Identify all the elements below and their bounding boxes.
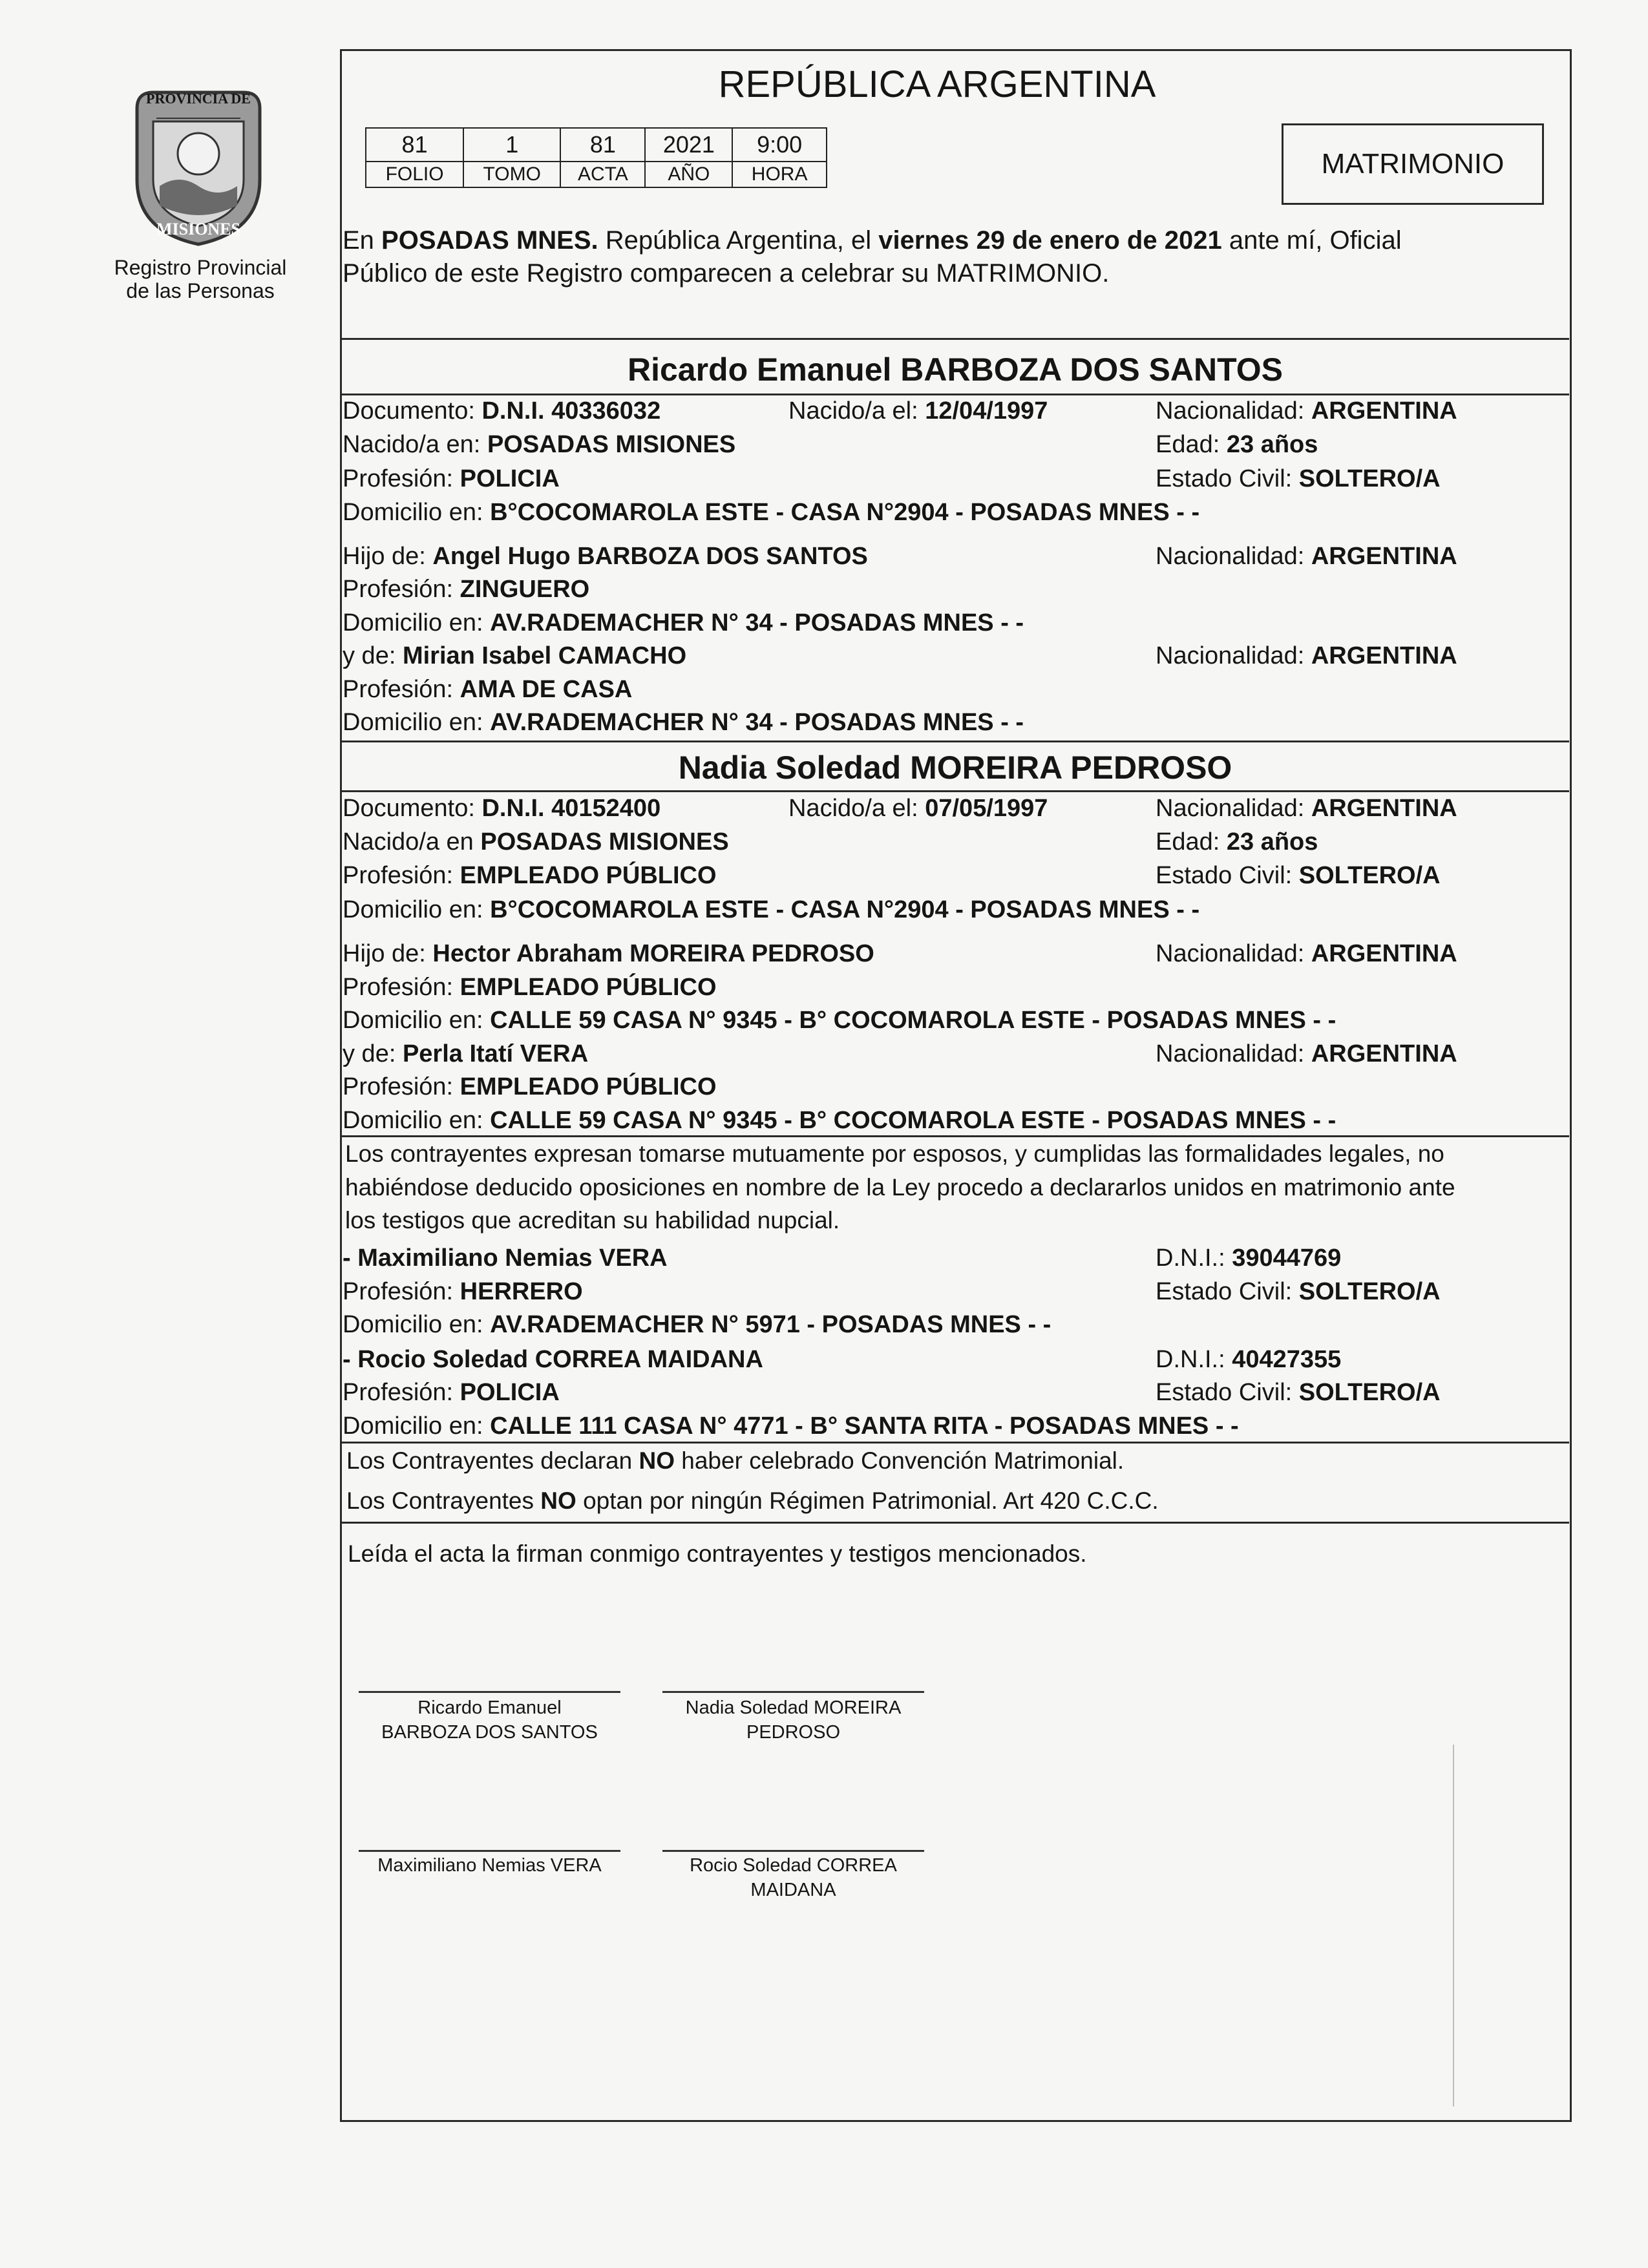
spouse1-profession — [343, 464, 560, 494]
signature-witness2 — [662, 1853, 924, 1902]
spouse1-father — [343, 541, 868, 571]
signature-line — [662, 1850, 924, 1852]
spouse2-profession-value: EMPLEADO PÚBLICO — [460, 862, 717, 889]
witness2-name: - Rocio Soledad CORREA MAIDANA — [343, 1346, 763, 1373]
declaration-line-1: Los contrayentes expresan tomarse mutuamente por esposos, y cumplidas las formalidades legales, no — [345, 1140, 1444, 1167]
spouse2-address-value: B°COCOMAROLA ESTE - CASA N°2904 - POSADAS MNES - - — [490, 896, 1200, 923]
spouse2-father-profession-value: EMPLEADO PÚBLICO — [460, 974, 717, 1001]
spouse1-birthplace — [343, 430, 735, 459]
domicilio-label: Domicilio en: — [343, 499, 483, 526]
divider — [341, 1135, 1569, 1137]
spouse2-mother-nationality-value: ARGENTINA — [1311, 1040, 1457, 1067]
spouse1-mother-address — [343, 708, 1024, 737]
witness1-dni — [1156, 1243, 1341, 1273]
spouse2-father-profession — [343, 972, 717, 1002]
y-de-label: y de: — [343, 1040, 396, 1067]
registry-label-1: Registro Provincial — [114, 256, 287, 279]
registry-table — [365, 127, 827, 188]
spouse1-civil-status — [1156, 464, 1441, 494]
spouse1-father-profession-value: ZINGUERO — [460, 576, 590, 603]
convention-text: Los Contrayentes declaran — [346, 1447, 639, 1474]
spouse2-mother-address-value: CALLE 59 CASA N° 9345 - B° COCOMAROLA ESTE - POSADAS MNES - - — [490, 1107, 1336, 1134]
spouse1-profession-value: POLICIA — [460, 465, 560, 492]
spouse1-father-nationality-value: ARGENTINA — [1311, 543, 1457, 570]
spouse1-nationality — [1156, 396, 1457, 426]
acta-label: ACTA — [560, 162, 645, 187]
estado-civil-label: Estado Civil: — [1156, 1379, 1293, 1406]
folio-label: FOLIO — [366, 162, 463, 187]
signature-spouse1 — [359, 1696, 620, 1745]
intro-line-2: Público de este Registro comparecen a celebrar su MATRIMONIO. — [343, 259, 1110, 288]
documento-label: Documento: — [343, 795, 475, 822]
spouse2-mother-profession — [343, 1072, 717, 1102]
witness2-profession — [343, 1378, 560, 1407]
intro-text-2: República Argentina, el — [598, 226, 879, 255]
y-de-label: y de: — [343, 642, 396, 669]
spouse2-document — [343, 793, 660, 823]
spouse2-birthdate — [788, 793, 1048, 823]
divider — [341, 1522, 1569, 1524]
convention-line-2 — [346, 1486, 1159, 1516]
witness1-profession — [343, 1277, 583, 1307]
signature-name-line: Rocio Soledad CORREA — [690, 1855, 897, 1876]
spouse2-age-value: 23 años — [1226, 828, 1318, 856]
folio-value: 81 — [366, 128, 463, 162]
ano-value: 2021 — [645, 128, 732, 162]
spouse1-father-profession — [343, 574, 589, 604]
domicilio-label: Domicilio en: — [343, 1311, 483, 1338]
spouse1-mother-name: Mirian Isabel CAMACHO — [402, 642, 687, 669]
spouse2-name: Nadia Soledad MOREIRA PEDROSO — [678, 750, 1232, 786]
convention-text: Los Contrayentes — [346, 1487, 541, 1514]
nacionalidad-label: Nacionalidad: — [1156, 397, 1305, 425]
spouse1-mother-nationality-value: ARGENTINA — [1311, 642, 1457, 669]
signature-witness1 — [359, 1853, 620, 1878]
spouse2-mother-profession-value: EMPLEADO PÚBLICO — [460, 1073, 717, 1100]
registry-values-row — [366, 128, 827, 162]
profesion-label: Profesión: — [343, 676, 454, 703]
witness2-address — [343, 1411, 1239, 1441]
nacionalidad-label: Nacionalidad: — [1156, 642, 1305, 669]
spouse2-father-name: Hector Abraham MOREIRA PEDROSO — [432, 940, 874, 967]
witness2-profession-value: POLICIA — [460, 1379, 560, 1406]
act-type-box: MATRIMONIO — [1282, 123, 1544, 205]
intro-text-3: ante mí, Oficial — [1221, 226, 1402, 255]
spouse1-father-address-value: AV.RADEMACHER N° 34 - POSADAS MNES - - — [490, 609, 1024, 636]
divider — [341, 740, 1569, 742]
divider — [341, 338, 1569, 340]
spouse2-birthplace — [343, 827, 729, 857]
domicilio-label: Domicilio en: — [343, 896, 483, 923]
intro-line-1 — [343, 226, 1402, 255]
signature-name-line: Nadia Soledad MOREIRA — [685, 1697, 902, 1718]
nacionalidad-label: Nacionalidad: — [1156, 543, 1305, 570]
profesion-label: Profesión: — [343, 1073, 454, 1100]
spouse2-address — [343, 895, 1199, 925]
witness2-civil-status — [1156, 1378, 1441, 1407]
witness1-address-value: AV.RADEMACHER N° 5971 - POSADAS MNES - - — [490, 1311, 1051, 1338]
scan-artifact-line — [1453, 1745, 1454, 2106]
spouse2-mother — [343, 1039, 588, 1069]
declaration-line-3: los testigos que acreditan su habilidad nupcial. — [345, 1207, 840, 1234]
signature-name-line: Ricardo Emanuel — [417, 1697, 562, 1718]
convention-line-1 — [346, 1446, 1124, 1476]
domicilio-label: Domicilio en: — [343, 609, 483, 636]
spouse2-civil-status — [1156, 861, 1441, 890]
witness1-dni-value: 39044769 — [1232, 1244, 1342, 1272]
spouse2-father-nationality-value: ARGENTINA — [1311, 940, 1457, 967]
hora-label: HORA — [732, 162, 827, 187]
signature-line — [359, 1691, 620, 1693]
spouse1-birthdate-value: 12/04/1997 — [925, 397, 1048, 425]
intro-date: viernes 29 de enero de 2021 — [878, 226, 1222, 255]
closing-text: Leída el acta la firman conmigo contrayentes y testigos mencionados. — [348, 1540, 1087, 1567]
spouse1-father-nationality — [1156, 541, 1457, 571]
spouse2-father — [343, 939, 874, 969]
spouse2-father-address-value: CALLE 59 CASA N° 9345 - B° COCOMAROLA ESTE - POSADAS MNES - - — [490, 1007, 1336, 1034]
tomo-label: TOMO — [463, 162, 560, 187]
hijo-de-label: Hijo de: — [343, 940, 426, 967]
registry-labels-row — [366, 162, 827, 187]
witness1-address — [343, 1310, 1051, 1339]
documento-label: Documento: — [343, 397, 475, 425]
dni-label: D.N.I.: — [1156, 1346, 1225, 1373]
spouse2-age — [1156, 827, 1318, 857]
dni-label: D.N.I.: — [1156, 1244, 1225, 1272]
witness1-civil-status-value: SOLTERO/A — [1298, 1278, 1441, 1305]
spouse1-nationality-value: ARGENTINA — [1311, 397, 1457, 425]
estado-civil-label: Estado Civil: — [1156, 862, 1293, 889]
spouse1-mother-profession-value: AMA DE CASA — [460, 676, 633, 703]
witness2-dni-value: 40427355 — [1232, 1346, 1342, 1373]
witness2-address-value: CALLE 111 CASA N° 4771 - B° SANTA RITA - POSADAS MNES - - — [490, 1412, 1239, 1440]
signature-line — [662, 1691, 924, 1693]
signature-name-line: Maximiliano Nemias VERA — [377, 1855, 602, 1876]
spouse1-address — [343, 498, 1199, 527]
profesion-label: Profesión: — [343, 465, 454, 492]
spouse1-age-value: 23 años — [1226, 431, 1318, 458]
nacido-el-label: Nacido/a el: — [788, 795, 918, 822]
spouse1-mother-address-value: AV.RADEMACHER N° 34 - POSADAS MNES - - — [490, 709, 1024, 736]
divider — [341, 790, 1569, 792]
convention-text: haber celebrado Convención Matrimonial. — [675, 1447, 1125, 1474]
spouse1-mother-nationality — [1156, 641, 1457, 671]
signature-name-line: PEDROSO — [746, 1722, 841, 1743]
nacionalidad-label: Nacionalidad: — [1156, 940, 1305, 967]
witness1-civil-status — [1156, 1277, 1441, 1307]
signature-name-line: BARBOZA DOS SANTOS — [381, 1722, 598, 1743]
seal-bottom-text: MISIONES — [156, 220, 241, 238]
spouse2-profession — [343, 861, 717, 890]
domicilio-label: Domicilio en: — [343, 1107, 483, 1134]
nacionalidad-label: Nacionalidad: — [1156, 795, 1305, 822]
spouse2-mother-address — [343, 1106, 1336, 1135]
spouse1-civil-status-value: SOLTERO/A — [1298, 465, 1441, 492]
convention-text: optan por ningún Régimen Patrimonial. Art 420 C.C.C. — [576, 1487, 1159, 1514]
spouse2-dni: D.N.I. 40152400 — [481, 795, 661, 822]
edad-label: Edad: — [1156, 431, 1220, 458]
registry-label-2: de las Personas — [126, 279, 275, 302]
spouse1-name: Ricardo Emanuel BARBOZA DOS SANTOS — [627, 352, 1284, 388]
profesion-label: Profesión: — [343, 862, 454, 889]
spouse2-mother-nationality — [1156, 1039, 1457, 1069]
intro-text-1: En — [343, 226, 382, 255]
signature-name-line: MAIDANA — [750, 1880, 836, 1900]
divider — [341, 394, 1569, 395]
spouse2-nationality — [1156, 793, 1457, 823]
spouse1-father-name: Angel Hugo BARBOZA DOS SANTOS — [432, 543, 868, 570]
spouse2-father-address — [343, 1005, 1336, 1035]
spouse1-mother-profession — [343, 675, 632, 704]
signature-line — [359, 1850, 620, 1852]
hora-value: 9:00 — [732, 128, 827, 162]
divider — [341, 1442, 1569, 1444]
spouse1-dni: D.N.I. 40336032 — [481, 397, 661, 425]
spouse1-birthdate — [788, 396, 1048, 426]
declaration-line-2: habiéndose deducido oposiciones en nombre de la Ley procedo a declararlos unidos en matrimonio ante — [345, 1174, 1455, 1201]
spouse1-age — [1156, 430, 1318, 459]
witness2-dni — [1156, 1345, 1341, 1374]
convention-no: NO — [540, 1487, 576, 1514]
estado-civil-label: Estado Civil: — [1156, 465, 1293, 492]
spouse2-nationality-value: ARGENTINA — [1311, 795, 1457, 822]
spouse1-birthplace-value: POSADAS MISIONES — [487, 431, 736, 458]
domicilio-label: Domicilio en: — [343, 1007, 483, 1034]
signature-spouse2 — [662, 1696, 924, 1745]
domicilio-label: Domicilio en: — [343, 709, 483, 736]
profesion-label: Profesión: — [343, 1278, 454, 1305]
spouse1-mother — [343, 641, 686, 671]
profesion-label: Profesión: — [343, 576, 454, 603]
nacionalidad-label: Nacionalidad: — [1156, 1040, 1305, 1067]
spouse1-document — [343, 396, 660, 426]
ano-label: AÑO — [645, 162, 732, 187]
spouse2-father-nationality — [1156, 939, 1457, 969]
spouse1-father-address — [343, 608, 1024, 638]
spouse2-mother-name: Perla Itatí VERA — [402, 1040, 589, 1067]
witness1-profession-value: HERRERO — [460, 1278, 583, 1305]
nacido-el-label: Nacido/a el: — [788, 397, 918, 425]
seal-top-text: PROVINCIA DE — [146, 90, 251, 107]
spouse2-birthdate-value: 07/05/1997 — [925, 795, 1048, 822]
nacido-en-label: Nacido/a en: — [343, 431, 481, 458]
estado-civil-label: Estado Civil: — [1156, 1278, 1293, 1305]
witness1-name: - Maximiliano Nemias VERA — [343, 1244, 668, 1272]
nacido-en-label: Nacido/a en — [343, 828, 474, 856]
spouse2-civil-status-value: SOLTERO/A — [1298, 862, 1441, 889]
edad-label: Edad: — [1156, 828, 1220, 856]
intro-place: POSADAS MNES. — [381, 226, 598, 255]
profesion-label: Profesión: — [343, 974, 454, 1001]
hijo-de-label: Hijo de: — [343, 543, 426, 570]
witness2-civil-status-value: SOLTERO/A — [1298, 1379, 1441, 1406]
convention-no: NO — [639, 1447, 675, 1474]
domicilio-label: Domicilio en: — [343, 1412, 483, 1440]
spouse1-address-value: B°COCOMAROLA ESTE - CASA N°2904 - POSADAS MNES - - — [490, 499, 1200, 526]
spouse2-birthplace-value: POSADAS MISIONES — [480, 828, 729, 856]
acta-value: 81 — [560, 128, 645, 162]
profesion-label: Profesión: — [343, 1379, 454, 1406]
country-title: REPÚBLICA ARGENTINA — [718, 63, 1156, 105]
tomo-value: 1 — [463, 128, 560, 162]
